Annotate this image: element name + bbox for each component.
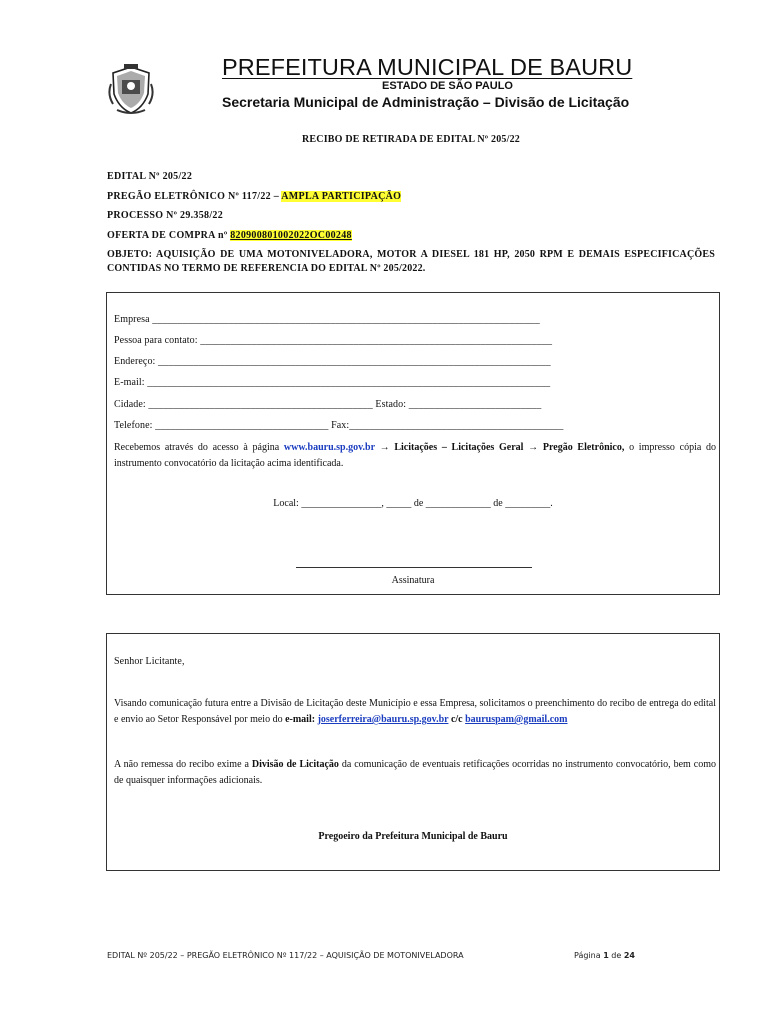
cidade-estado-field[interactable]: Cidade: ____________________________________________ Estado: __________________________ [114, 399, 542, 410]
page-number [574, 951, 635, 960]
objeto-text: OBJETO: AQUISIÇÃO DE UMA MOTONIVELADORA, MOTOR A DIESEL 181 HP, 2050 RPM E DEMAIS ESPECIFICAÇÕES CONTIDAS NO TERMO DE REFERENCIA DO EDITAL Nº 205/2022. [107, 249, 715, 274]
page-label: Página [574, 951, 604, 960]
recebemos-paragraph [114, 440, 716, 472]
recebemos-text-end: o impresso cópia do instrumento convocatório da licitação acima identificada. [114, 442, 717, 469]
notice-paragraph-2 [114, 757, 716, 789]
email-link-2[interactable]: bauruspam@gmail.com [465, 714, 568, 725]
email-link-1[interactable]: joserferreira@bauru.sp.gov.br [317, 714, 449, 725]
notice-p2-text: A não remessa do recibo exime a [114, 759, 252, 770]
notice-paragraph-1 [114, 696, 716, 728]
signature-line [296, 567, 532, 568]
page-title: PREFEITURA MUNICIPAL DE BAURU [222, 54, 633, 80]
bauru-site-link[interactable]: www.bauru.sp.gov.br [283, 442, 375, 453]
greeting: Senhor Licitante, [114, 656, 185, 667]
email-field[interactable]: E-mail: _______________________________________________________________________________ [114, 377, 551, 388]
endereco-field[interactable]: Endereço: _____________________________________________________________________________ [114, 356, 551, 367]
assinatura-label: Assinatura [391, 575, 435, 586]
edital-number: EDITAL Nº 205/22 [107, 171, 193, 182]
local-date-field[interactable]: Local: ________________, _____ de _____________ de _________. [273, 498, 553, 509]
licitacoes-path: → Licitações – Licitações Geral → Pregão Eletrônico, [374, 442, 625, 453]
secretaria-subtitle: Secretaria Municipal de Administração – Divisão de Licitação [222, 94, 630, 110]
oferta-line [107, 230, 352, 241]
pessoa-contato-field[interactable]: Pessoa para contato: _____________________________________________________________________ [114, 335, 553, 346]
page-current: 1 [603, 951, 609, 960]
footer-left: EDITAL Nº 205/22 – PREGÃO ELETRÔNICO Nº 117/22 – AQUISIÇÃO DE MOTONIVELADORA [107, 951, 464, 960]
ampla-participacao-highlight: AMPLA PARTICIPAÇÃO [281, 191, 402, 202]
empresa-field[interactable]: Empresa ____________________________________________________________________________ [114, 314, 540, 325]
telefone-fax-field[interactable]: Telefone: __________________________________ Fax:__________________________________________ [114, 420, 564, 431]
oferta-label: OFERTA DE COMPRA nº [107, 230, 231, 241]
pregoeiro-signature: Pregoeiro da Prefeitura Municipal de Bauru [318, 831, 508, 842]
municipal-crest-icon [107, 64, 155, 116]
processo-number: PROCESSO Nº 29.358/22 [107, 210, 224, 221]
state-subtitle: ESTADO DE SÃO PAULO [382, 80, 513, 92]
notice-p1-text: Visando comunicação futura entre a Divisão de Licitação deste Município e essa Empresa, solicitamos o preenchimento do recibo de entrega do edital e envio ao Setor Responsável por meio do [114, 698, 716, 725]
notice-p2-text-end: da comunicação de eventuais retificações ocorridas no instrumento convocatório, bem como de quaisquer informações adicionais. [114, 759, 716, 786]
email-label: e-mail: [285, 714, 316, 725]
page-total: 24 [623, 951, 635, 960]
page-of: de [608, 951, 624, 960]
oferta-number: 820900801002022OC00248 [230, 230, 352, 241]
divisao-bold: Divisão de Licitação [251, 759, 339, 770]
recebemos-text: Recebemos através do acesso à página [114, 442, 284, 453]
pregao-line [107, 191, 401, 202]
cc-label: c/c [448, 714, 466, 725]
recibo-title: RECIBO DE RETIRADA DE EDITAL Nº 205/22 [302, 134, 520, 145]
pregao-number: PREGÃO ELETRÔNICO Nº 117/22 – [107, 191, 282, 202]
